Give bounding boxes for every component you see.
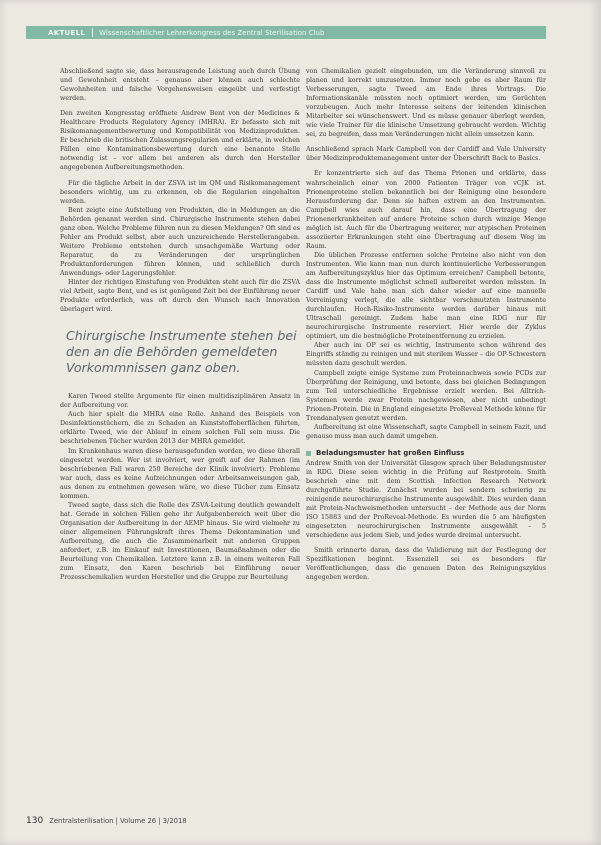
article-paragraph: Hinter der richtigen Einstufung von Produkten steht auch für die ZSVA viel Arbeit, sagte Bent, und es ist genügend Zeit bei der Einführung neuer Produkte erforderlich, was oft durch den Wunsch nach Innovation überlagert wird. bbox=[60, 279, 300, 314]
article-paragraph: Den zweiten Kongresstag eröffnete Andrew Bent von der Medicines & Healthcare Products Regulatory Agency (MHRA). Er befasste sich mit Risikomanagementbewertung und Kompatibilität von Medizinprodukten. Er beschrieb die britischen Zulassungsregularien und erklärte, in welchen Fällen eine Kontaminationsbewertung durch eine benannte Stelle notwendig ist – vor allem bei anderen als durch den Hersteller angegebenen Aufbereitungsmethoden. bbox=[60, 110, 300, 172]
article-paragraph: Aber auch im OP sei es wichtig, Instrumente schon während des Eingriffs ständig zu reinigen und mit sterilem Wasser – die OP-Schwestern müssten dazu geschult werden. bbox=[306, 342, 546, 368]
header-title: Wissenschaftlicher Lehrerkongress des Zentral Sterilisation Club bbox=[99, 28, 325, 37]
page-number: 130 bbox=[26, 816, 44, 826]
article-paragraph: Auch hier spielt die MHRA eine Rolle. Anhand des Beispiels von Desinfektionstüchern, die zu Schaden an Kunststoffoberflächen führten, erklärte Tweed, wie der Ablauf in einem solchen Fall sein muss. Die beschriebenen Tücher wurden 2013 der MHRA gemeldet. bbox=[60, 411, 300, 446]
article-paragraph: Er konzentrierte sich auf das Thema Prionen und erklärte, dass wahrscheinlich einer von 2000 Patienten Träger von vCJK ist. Prionenproteine stellen bekanntlich bei der Reinigung eine besondere Herausforderung dar. Denn sie haften extrem an den Instrumenten. Campbell wies auch darauf hin, dass eine Übertragung der Prionenerkrankheiten auf andere Proteine schon durch winzige Menge möglich ist. Auch für die Übertragung weiterer, nur atypischen Proteinen assoziierter Erkrankungen steht eine Übertragung auf diesem Weg im Raum. bbox=[306, 170, 546, 250]
article-paragraph: Bent zeigte eine Aufstellung von Produkten, die in Meldungen an die Behörden genannt werden sind. Chirurgische Instrumente stehen dabei ganz oben. Welche Probleme führen nun zu diesen Meldungen? Oft sind es Fehler am Produkt selbst, aber auch unzureichende Herstellerangaben. Weitere Probleme entstehen durch unsachgemäße Wartung oder Reparatur, da zu Veränderungen der ursprünglichen Produktanforderungen führen können, und schließlich durch Anwendungs- oder Lagerungsfehler. bbox=[60, 206, 300, 277]
right-column bbox=[306, 67, 546, 583]
article-paragraph: Anschließend sprach Mark Campbell von der Cardiff and Vale University über Medizinproduktemanagement unter der Überschrift Back to Basics. bbox=[306, 146, 546, 163]
page-footer bbox=[26, 816, 187, 826]
header-divider bbox=[92, 28, 93, 37]
article-paragraph: Aufbereitung ist eine Wissenschaft, sagte Campbell in seinem Fazit, und genauso muss man auch damit umgehen. bbox=[306, 423, 546, 440]
article-paragraph: Tweed sagte, dass sich die Rolle des ZSVA-Leitung deutlich gewandelt hat. Gerade in solchen Fällen gehe ihr Aufgabenbereich weit über die Organisation der Aufbereitung in der AEMP hinaus. Sie wird vielmehr zu einer allgemeinen Führungskraft ihres Thema Dekontamination und Aufbereitung, die auch die Zusammenarbeit mit anderen Gruppen anfordert, z.B. im Einkauf mit Investitionen, Baumaßnahmen oder die Beurteilung von Chemikalien. Letztere kann z.B. in einem weiteren Fall zum Einsatz, den Karen beschrieb bei Einführung neuer Prozesschemikalien wurden Hersteller und die Gruppe zur Beurteilung bbox=[60, 501, 300, 582]
article-paragraph: Smith erinnerte daran, dass die Validierung mit der Festlegung der Spezifikationen beginnt. Essenziell sei es besonders für Veröffentlichungen, dass die genauen Daten des Reinigungszyklus angegeben werden. bbox=[306, 547, 546, 582]
article-paragraph: Abschließend sagte sie, dass herausragende Leistung auch durch Übung und Gewohnheit entsteht – genauso aber können auch schlechte Gewohnheiten und falsche Vorgehensweisen eingeübt und verfestigt werden. bbox=[60, 68, 300, 103]
pull-quote: Chirurgische Instrumente stehen bei den an die Behörden gemeldeten Vorkommnissen ganz oben. bbox=[66, 328, 297, 376]
section-label: AKTUELL bbox=[48, 28, 86, 37]
article-paragraph: Campbell zeigte einige Systeme zum Proteinnachweis sowie PCDs zur Überprüfung der Reinigung, und betonte, dass bei gleichen Bedingungen zum Teil unterschiedliche Ergebnisse erzielt werden. Bei Alltrich-Systemen werde zwar Protein nachgewiesen, aber nicht unbedingt Prionen-Protein. Die in England eingesetzte ProReveal Methode könne für Trendanalysen genutzt werden. bbox=[306, 369, 546, 422]
article-paragraph: Andrew Smith von der Universität Glasgow sprach über Beladungsmuster in RDG. Diese seien wichtig in die Prüfung auf Restprotein. Smith beschrieb eine mit dem Scottish Infection Research Network durchgeführte Studie. Zunächst wurden bei sondern schwierig zu reinigende neurochirurgische Instrumente ausgewählt. Dies wurden dann mit Protein-Nachweismethoden untersucht – der Methode aus der Norm ISO 15883 und der ProReveal-Methode. Es wurden die 5 am häufigsten eingesetzten neurochirurgischen Instrumente ausgewählt – 5 verschiedene aus jedem Sieb, und jedes wurde dreimal untersucht. bbox=[306, 459, 546, 540]
subheading-text: Beladungsmuster hat großen Einfluss bbox=[316, 448, 465, 457]
article-paragraph: Für die tägliche Arbeit in der ZSVA ist im QM und Risikomanagement besonders wichtig, um zu erkennen, ob die Regularien eingehalten werden. bbox=[60, 179, 300, 205]
square-bullet-icon bbox=[306, 451, 311, 456]
article-paragraph: Im Krankenhaus waren diese herausgefunden worden, wo diese überall eingesetzt werden. Wer ist involviert, wer greift auf der Rahmen (im beschriebenen Fall waren 250 Bereiche der Klinik involviert). Probleme war auch, dass es keine Aufzeichnungen oder Arbeitsanweisungen gab, aus denen zu entnehmen gewesen wäre, wo diese Tücher zum Einsatz kommen. bbox=[60, 447, 300, 500]
article-paragraph: von Chemikalien gezielt eingebunden, um die Veränderung sinnvoll zu planen und korrekt umzusetzen. Immer noch gebe es aber Raum für Verbesserungen, sagte Tweed am Ende ihres Vortrags. Die Informationskanäle müssten noch optimiert werden, um Gerüchten vorzubeugen. Auch mehr Interesse seitens der leitenden klinischen Mitarbeiter sei wünschenswert. Und es müsse genauer überlegt werden, wie viele Trainer für die klinische Umsetzung gebraucht werden. Wichtig sei, zu begreifen, dass man Veränderungen nicht allein umsetzen kann. bbox=[306, 68, 546, 139]
left-column bbox=[60, 67, 300, 582]
article-paragraph: Karen Tweed stellte Argumente für einen multidisziplinären Ansatz in der Aufbereitung vor. bbox=[60, 393, 300, 410]
journal-citation: Zentralsterilisation | Volume 26 | 3/2018 bbox=[49, 817, 187, 825]
subheading bbox=[306, 449, 546, 458]
section-header-bar bbox=[26, 26, 546, 39]
article-paragraph: Die üblichen Prozesse entfernen solche Proteine also nicht von den Instrumenten. Wie kann man nun durch kontinuierliche Verbesserungen am Aufbereitungszyklus hier das Optimum erreichen? Campbell betonte, dass die Instrumente möglichst schnell aufbereitet werden müssten. In Cardiff und Vale habe man sich daher wieder auf eine manuelle Vorreinigung verlegt, die alle sichtbar verschmutzten Instrumente durchlaufen. Hoch-Risiko-Instrumente werden darüber hinaus mit Ultraschall gereinigt. Zudem habe man eine RDG nur für neurochirurgische Instrumente reserviert. Hier werde der Zyklus optimiert, um die bestmögliche Proteinentfernung zu erzielen. bbox=[306, 251, 546, 341]
